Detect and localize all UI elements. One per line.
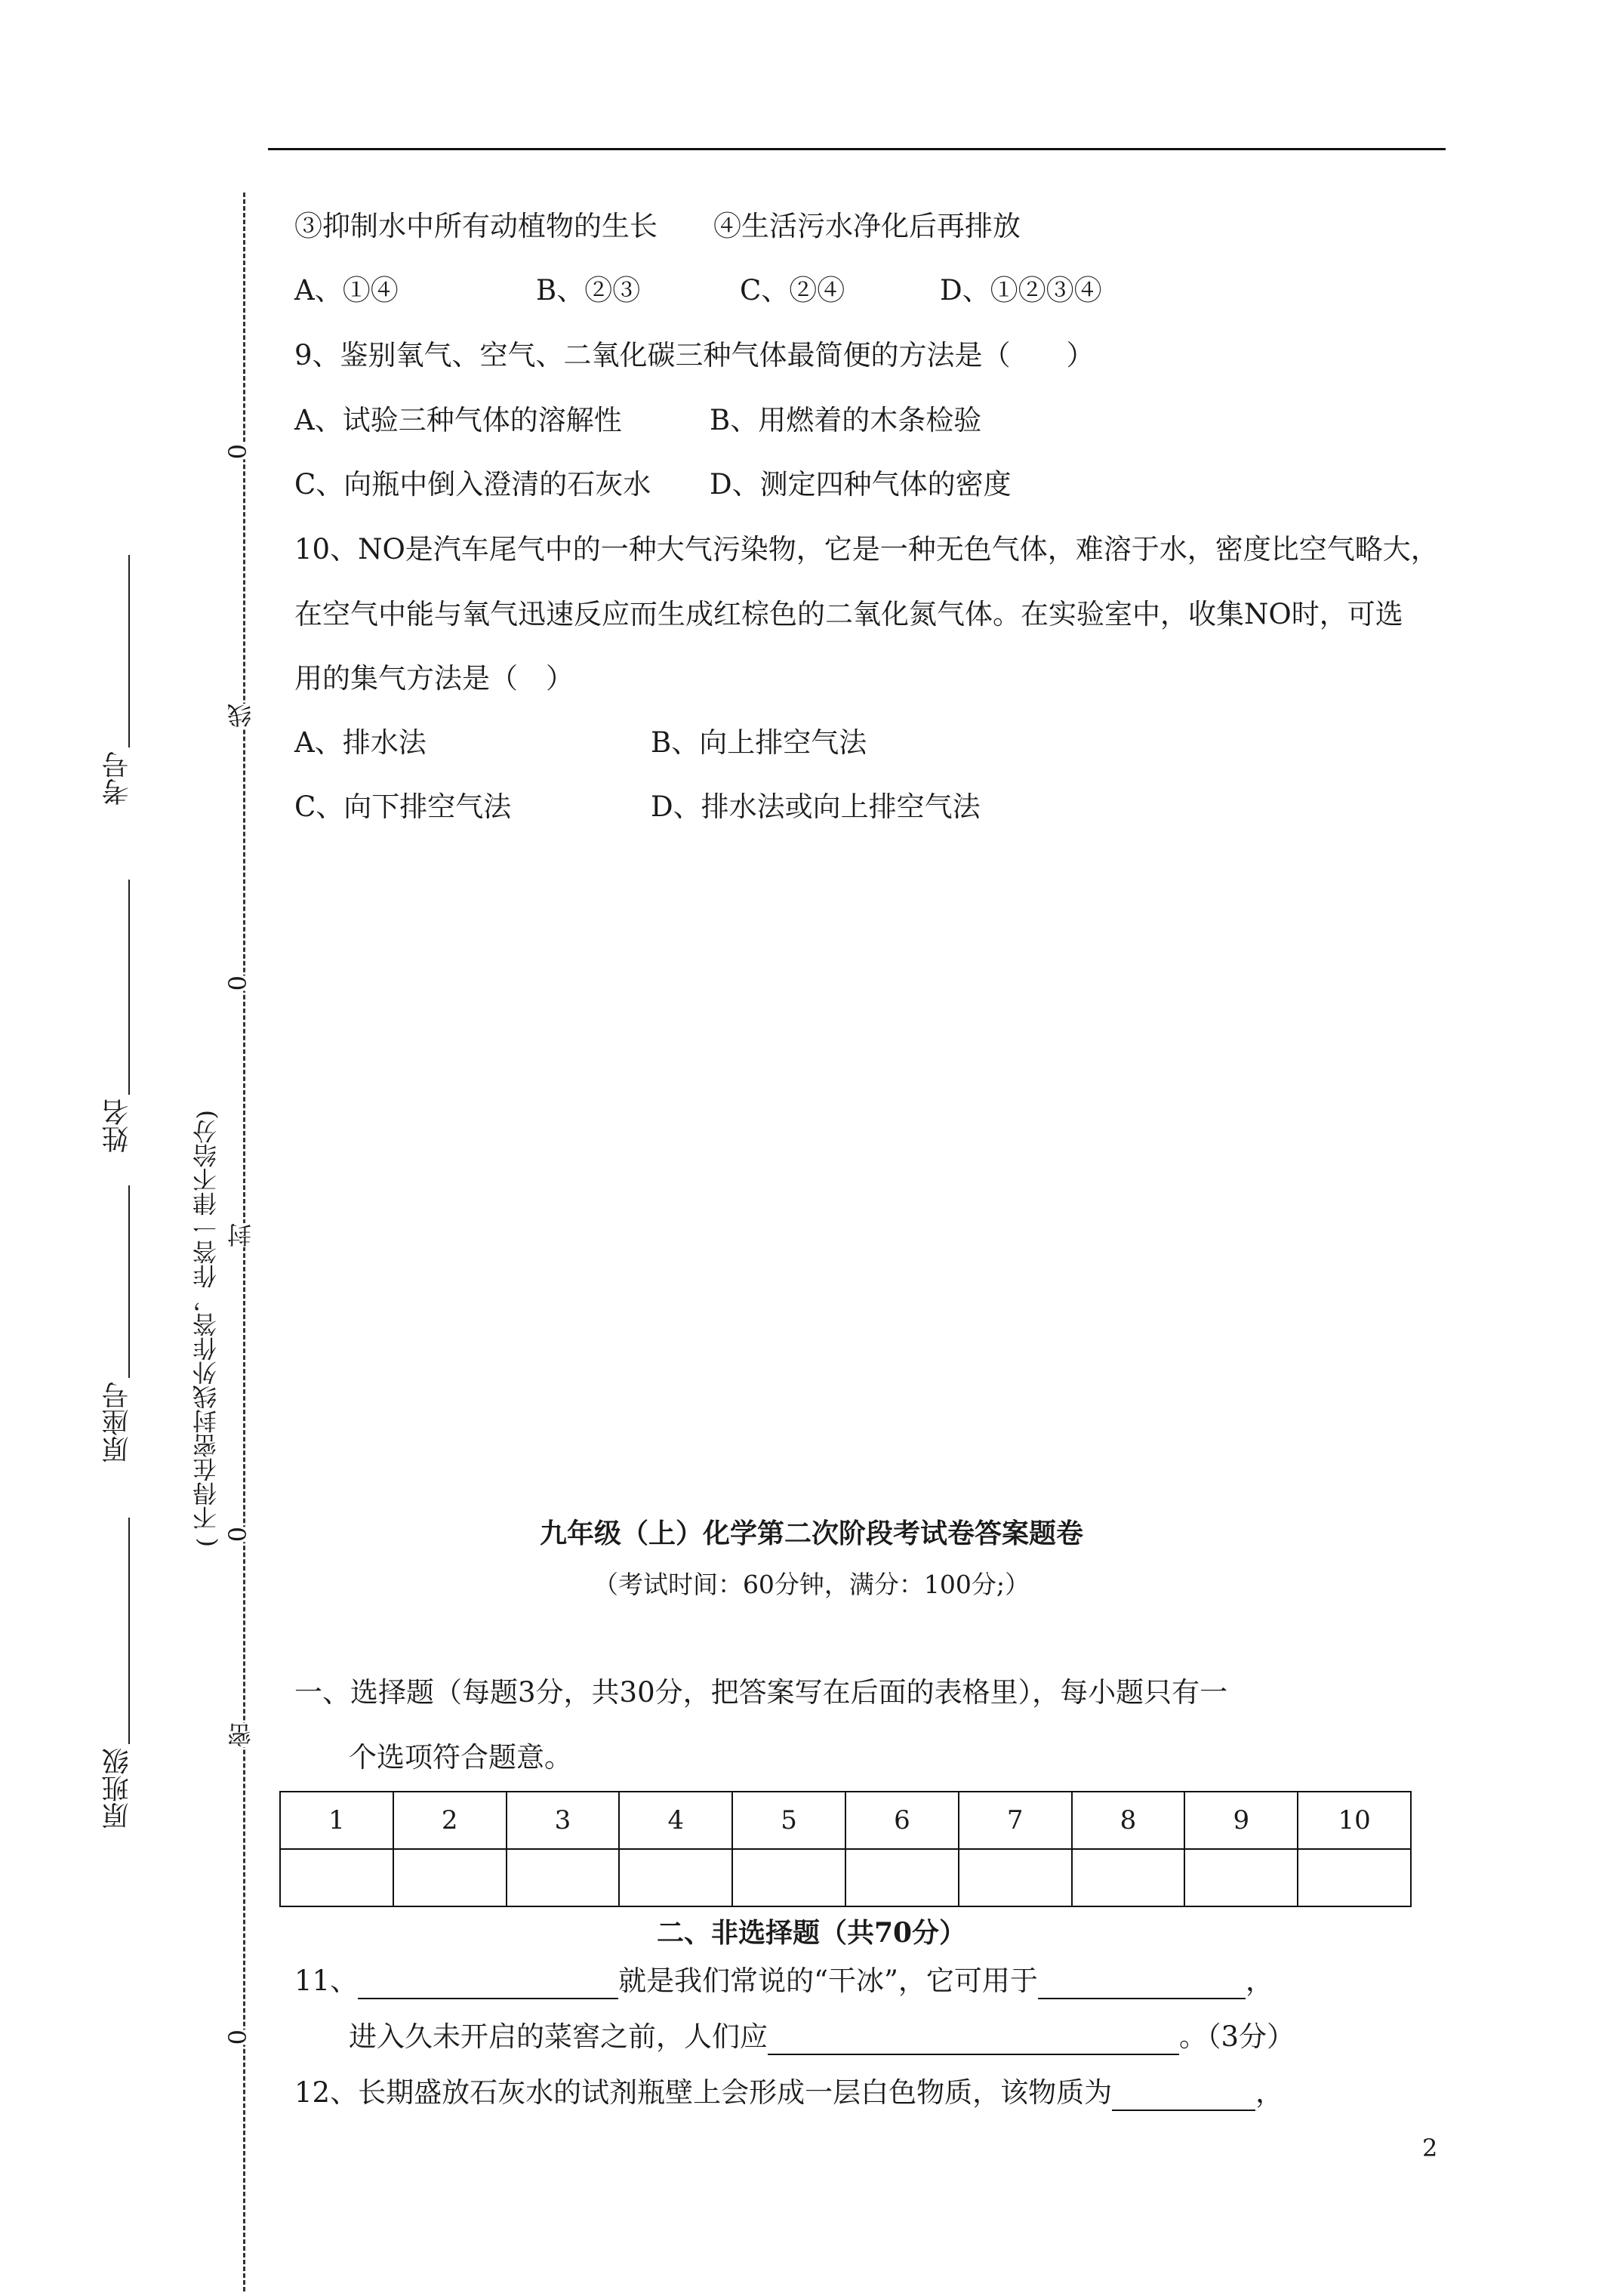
q9-option-b: B、用燃着的木条检验: [710, 404, 982, 436]
answer-table-header: 7: [959, 1792, 1072, 1849]
q11-blank-3[interactable]: [768, 2023, 1179, 2055]
binding-notice: ( 不得在密封线外作答，作答一律不给分): [192, 1110, 220, 1548]
top-rule: [268, 148, 1446, 150]
answer-cell-10[interactable]: [1298, 1849, 1411, 1906]
q11-end-1: ，: [1245, 1965, 1273, 1997]
answer-table-header: 2: [393, 1792, 507, 1849]
q10-option-a: A、排水法: [294, 726, 427, 759]
binding-mark: 0: [223, 1527, 264, 1542]
answer-table-header: 5: [732, 1792, 845, 1849]
q11-text-1: 就是我们常说的“干冰”，它可用于: [618, 1965, 1038, 1997]
section1-line-1: 一、选择题（每题3分，共30分，把答案写在后面的表格里），每小题只有一: [294, 1676, 1228, 1709]
q12-blank-1[interactable]: [1112, 2079, 1255, 2111]
answer-table-header-row: [280, 1792, 1411, 1849]
answer-cell-1[interactable]: [280, 1849, 393, 1906]
q10-option-d: D、排水法或向上排空气法: [651, 791, 981, 823]
binding-mark: 0: [223, 975, 264, 991]
q10-stem-line-3: 用的集气方法是（ ）: [294, 662, 574, 695]
answer-cell-7[interactable]: [959, 1849, 1072, 1906]
q12-line-1: [294, 2075, 1283, 2111]
class-blank: [128, 1518, 130, 1744]
answer-table-header: 9: [1184, 1792, 1298, 1849]
answer-cell-2[interactable]: [393, 1849, 507, 1906]
answer-table-input-row: [280, 1849, 1411, 1906]
answer-cell-8[interactable]: [1072, 1849, 1185, 1906]
q9-option-d: D、测定四种气体的密度: [710, 468, 1012, 501]
q11-end-2: 。（3分）: [1179, 2020, 1295, 2053]
exam-number-blank: [128, 555, 130, 747]
name-blank: [128, 880, 130, 1095]
class-label: 原班级: [102, 1748, 133, 1829]
q11-blank-1[interactable]: [358, 1968, 618, 1999]
q12-end: ，: [1255, 2076, 1284, 2109]
binding-mark-xian: 线: [223, 704, 264, 728]
answer-table-header: 3: [507, 1792, 620, 1849]
q8-option-c: C、②④: [740, 274, 845, 307]
exam-number-label: 考号: [102, 751, 133, 806]
q8-option-b: B、②③: [536, 274, 641, 307]
answer-table: [279, 1791, 1412, 1907]
q10-option-c: C、向下排空气法: [294, 791, 512, 823]
binding-mark-mi: 密: [223, 1723, 264, 1747]
q9-stem: 9、鉴别氧气、空气、二氧化碳三种气体最简便的方法是（ ）: [294, 339, 1095, 371]
answer-cell-5[interactable]: [732, 1849, 845, 1906]
q9-option-a: A、试验三种气体的溶解性: [294, 404, 622, 436]
answer-table-header: 10: [1298, 1792, 1411, 1849]
q11-blank-2[interactable]: [1038, 1968, 1246, 1999]
q10-stem-line-1: 10、NO是汽车尾气中的一种大气污染物，它是一种无色气体，难溶于水，密度比空气略大，: [294, 533, 1439, 566]
q8-option-a: A、①④: [294, 274, 399, 307]
answer-table-header: 6: [845, 1792, 959, 1849]
q11-number: 11、: [294, 1965, 359, 1997]
q10-option-b: B、向上排空气法: [651, 726, 867, 759]
answer-cell-6[interactable]: [845, 1849, 959, 1906]
answer-table-header: 8: [1072, 1792, 1185, 1849]
name-label: 姓名: [102, 1099, 133, 1153]
q8-items-line: ③抑制水中所有动植物的生长 ④生活污水净化后再排放: [294, 210, 1021, 242]
binding-mark-feng: 封: [223, 1223, 264, 1247]
q12-text: 12、长期盛放石灰水的试剂瓶壁上会形成一层白色物质，该物质为: [294, 2076, 1113, 2109]
q8-option-d: D、①②③④: [940, 274, 1102, 307]
answer-cell-9[interactable]: [1184, 1849, 1298, 1906]
binding-mark: 0: [223, 2029, 264, 2045]
page-number: 2: [1422, 2134, 1438, 2162]
answer-cell-4[interactable]: [619, 1849, 732, 1906]
q11-text-2: 进入久未开启的菜窖之前，人们应: [349, 2020, 768, 2053]
seat-number-blank: [128, 1185, 130, 1378]
q9-option-c: C、向瓶中倒入澄清的石灰水: [294, 468, 651, 501]
q10-stem-line-2: 在空气中能与氧气迅速反应而生成红棕色的二氧化氮气体。在实验室中，收集NO时，可选: [294, 598, 1403, 630]
seat-number-label: 原座号: [102, 1382, 133, 1463]
section2-title: 二、非选择题（共70分）: [656, 1917, 967, 1949]
answer-cell-3[interactable]: [507, 1849, 620, 1906]
section1-line-2: 个选项符合题意。: [349, 1741, 572, 1774]
answer-table-header: 4: [619, 1792, 732, 1849]
answer-sheet-subtitle: （考试时间：60分钟，满分：100分;）: [593, 1570, 1030, 1599]
binding-mark: 0: [223, 444, 264, 459]
q11-line-1: [294, 1963, 1273, 1999]
q11-line-2: [349, 2019, 1295, 2055]
answer-table-header: 1: [280, 1792, 393, 1849]
answer-sheet-title: 九年级（上）化学第二次阶段考试卷答案题卷: [539, 1518, 1083, 1549]
